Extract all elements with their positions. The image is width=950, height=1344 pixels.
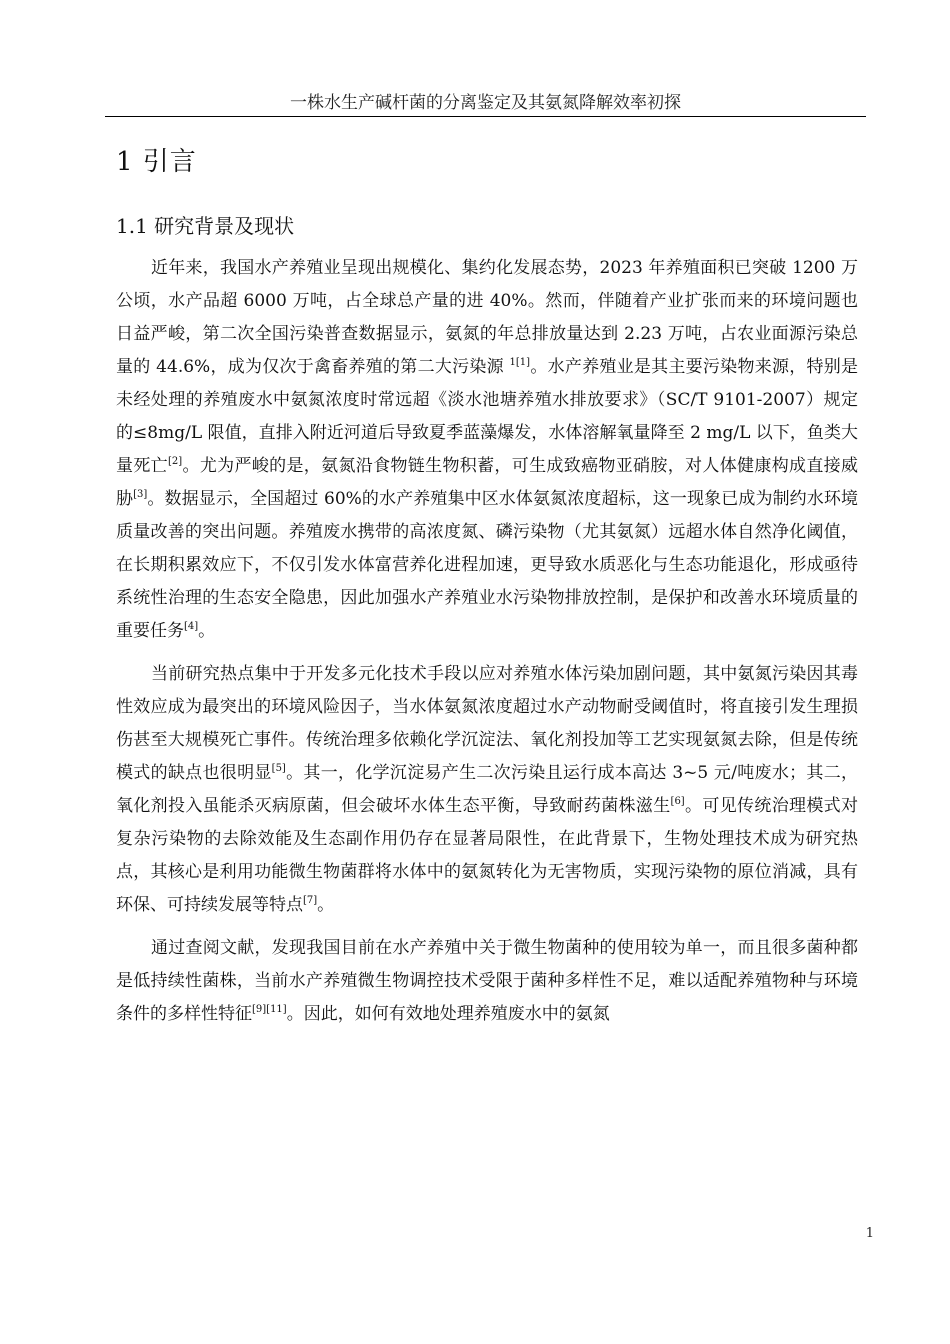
citation: [5]: [271, 763, 286, 774]
paragraph-text: 通过查阅文献，发现我国目前在水产养殖中关于微生物菌种的使用较为单一，而且很多菌种都是低持续性菌株，当前水产养殖微生物调控技术受限于菌种多样性不足，难以适配养殖物种与环境条件的多样性特征: [116, 938, 858, 1024]
paragraph-text: 当前研究热点集中于开发多元化技术手段以应对养殖水体污染加剧问题，其中氨氮污染因其毒性效应成为最突出的环境风险因子，当水体氨氮浓度超过水产动物耐受阈值时，将直接引发生理损伤甚至大规模死亡事件。传统治理多依赖化学沉淀法、氧化剂投加等工艺实现氨氮去除，但是传统模式的缺点也很明显: [116, 664, 858, 783]
citation: [2]: [168, 456, 183, 467]
paragraph-text: 。尤为严峻的是，氨氮沿食物链生物积蓄，可生成致癌物亚硝胺，对人体健康构成直接威胁: [116, 456, 859, 509]
paragraph-text: 近年来，我国水产养殖业呈现出规模化、集约化发展态势，2023 年养殖面积已突破 1200 万公顷，水产品超 6000 万吨，占全球总产量的进 40%。然而，伴随着产业扩张而来的环境问题也日益严峻，第二次全国污染普查数据显示，氨氮的年总排放量达到 2.23 万吨，占农业面源污染总量的 44.6%，成为仅次于禽畜养殖的第二大污染源: [116, 258, 858, 377]
citation: [3]: [133, 489, 148, 500]
running-header: 一株水生产碱杆菌的分离鉴定及其氨氮降解效率初探: [290, 93, 681, 113]
paragraph-text: 。: [198, 621, 216, 641]
paragraph-text: 。因此，如何有效地处理养殖废水中的氨氮: [286, 1004, 610, 1024]
paragraph-1: [116, 252, 858, 648]
header-rule: [105, 116, 866, 117]
page-body: [116, 140, 858, 1031]
page-number: 1: [865, 1226, 874, 1241]
paragraph-text: 。水产养殖业是其主要污染物来源，特别是未经处理的养殖废水中氨氮浓度时常远超《淡水池塘养殖水排放要求》（SC/T 9101-2007）规定的≤8mg/L 限值，直排入附近河道后导致夏季蓝藻爆发，水体溶解氧量降至 2 mg/L 以下，鱼类大量死亡: [116, 357, 858, 476]
citation: 1[1]: [509, 357, 531, 368]
citation: [9][11]: [252, 1004, 287, 1015]
paragraph-2: [116, 658, 858, 922]
paragraph-text: 。: [317, 895, 335, 915]
paragraph-text: 。其一，化学沉淀易产生二次污染且运行成本高达 3~5 元/吨废水；其二，氧化剂投入虽能杀灭病原菌，但会破坏水体生态平衡，导致耐药菌株滋生: [116, 763, 859, 816]
paragraph-text: 。可见传统治理模式对复杂污染物的去除效能及生态副作用仍存在显著局限性，在此背景下，生物处理技术成为研究热点，其核心是利用功能微生物菌群将水体中的氨氮转化为无害物质，实现污染物的原位消减，具有环保、可持续发展等特点: [116, 796, 859, 915]
citation: [6]: [670, 796, 685, 807]
citation: [7]: [303, 895, 318, 906]
section-title: 1 引言: [116, 147, 197, 177]
subsection-title: 1.1 研究背景及现状: [116, 214, 295, 238]
paragraph-3: [116, 932, 858, 1031]
citation: [4]: [184, 621, 199, 632]
paragraph-text: 。数据显示，全国超过 60%的水产养殖集中区水体氨氮浓度超标，这一现象已成为制约水环境质量改善的突出问题。养殖废水携带的高浓度氮、磷污染物（尤其氨氮）远超水体自然净化阈值，在长期积累效应下，不仅引发水体富营养化进程加速，更导致水质恶化与生态功能退化，形成亟待系统性治理的生态安全隐患，因此加强水产养殖业水污染物排放控制，是保护和改善水环境质量的重要任务: [116, 489, 859, 641]
